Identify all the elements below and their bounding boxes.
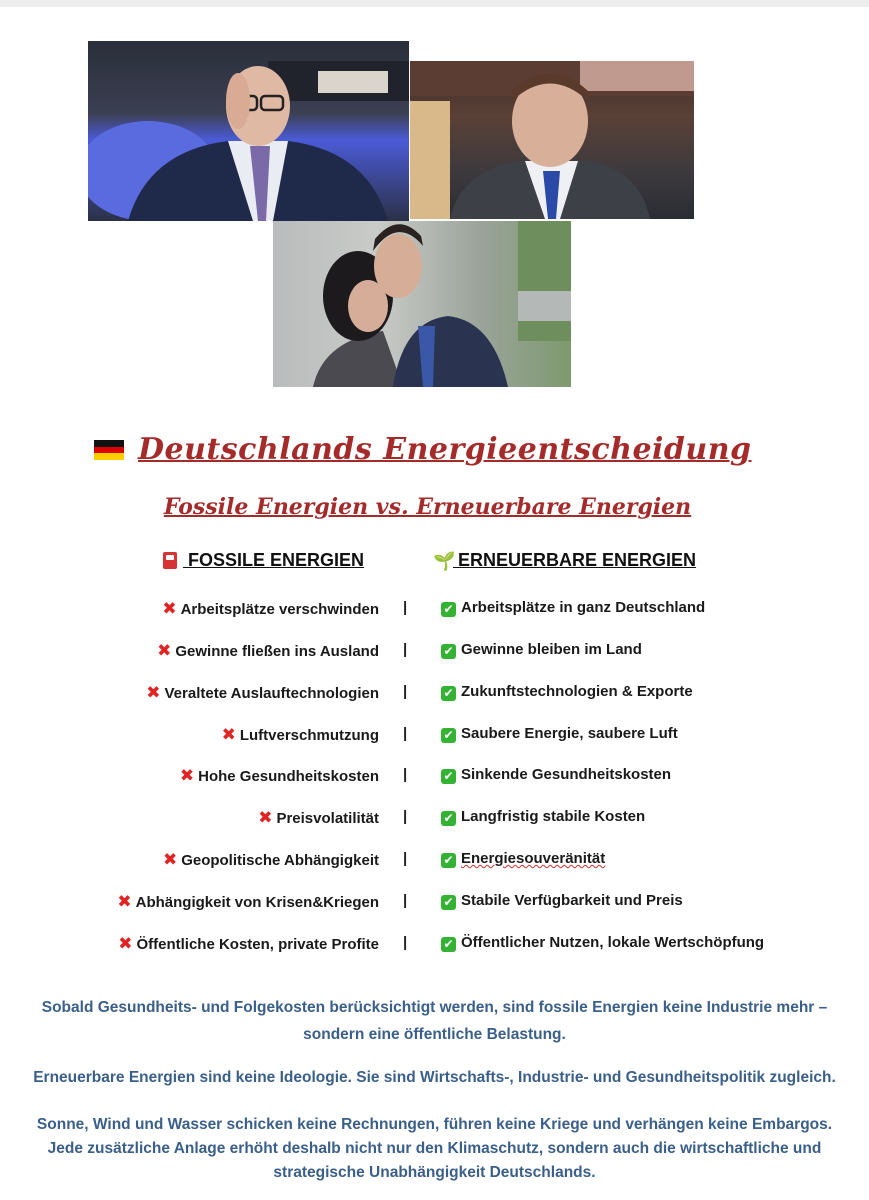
separator: |: [403, 766, 408, 783]
fossil-point: Gewinne fließen ins Ausland: [175, 643, 379, 660]
fossil-point: Arbeitsplätze verschwinden: [180, 601, 379, 618]
renewable-point: Arbeitsplätze in ganz Deutschland: [461, 599, 706, 616]
paragraph-line: Jede zusätzliche Anlage erhöht deshalb nicht nur den Klimaschutz, sondern auch die wirtschaftliche und: [47, 1140, 822, 1157]
comparison-row: [0, 934, 869, 958]
check-icon: ✔: [441, 728, 456, 743]
comparison-row: [0, 641, 869, 665]
fossil-point: Geopolitische Abhängigkeit: [181, 852, 379, 869]
fossil-point: Hohe Gesundheitskosten: [198, 768, 379, 785]
separator: |: [403, 683, 408, 700]
separator: |: [403, 599, 408, 616]
separator: |: [403, 641, 408, 658]
fuel-pump-icon: [163, 552, 177, 569]
photo-man-glasses: [88, 41, 409, 221]
cross-icon: ✖: [157, 641, 172, 660]
photo-man-suit: [410, 61, 694, 219]
renewable-point: Gewinne bleiben im Land: [461, 641, 642, 658]
renewable-point: Sinkende Gesundheitskosten: [461, 766, 672, 783]
cross-icon: ✖: [117, 892, 132, 911]
comparison-row: [0, 766, 869, 790]
check-icon: ✔: [441, 686, 456, 701]
column-header-renewable-label: ERNEUERBARE ENERGIEN: [458, 550, 697, 570]
cross-icon: ✖: [258, 808, 273, 827]
paragraph-policy: [0, 1066, 869, 1090]
check-icon: ✔: [441, 602, 456, 617]
cross-icon: ✖: [118, 934, 133, 953]
comparison-row: [0, 599, 869, 623]
comparison-row: [0, 725, 869, 749]
paragraph-line: Sonne, Wind und Wasser schicken keine Rechnungen, führen keine Kriege und verhängen keine Embargos.: [36, 1116, 833, 1133]
renewable-point: Zukunftstechnologien & Exporte: [461, 683, 693, 700]
check-icon: ✔: [441, 895, 456, 910]
separator: |: [403, 725, 408, 742]
paragraph-costs: [0, 996, 869, 1047]
check-icon: ✔: [441, 811, 456, 826]
comparison-row: [0, 808, 869, 832]
fossil-point: Luftverschmutzung: [239, 727, 379, 744]
seedling-icon: 🌱: [433, 550, 456, 571]
top-divider: [0, 0, 869, 7]
fossil-point: Abhängigkeit von Krisen&Kriegen: [135, 894, 379, 911]
check-icon: ✔: [441, 937, 456, 952]
renewable-point: Öffentlicher Nutzen, lokale Wertschöpfung: [461, 934, 765, 951]
paragraph-independence: [0, 1113, 869, 1185]
renewable-point: Langfristig stabile Kosten: [461, 808, 646, 825]
paragraph-line: Sobald Gesundheits- und Folgekosten berücksichtigt werden, sind fossile Energien keine Industrie mehr –: [41, 999, 828, 1016]
paragraph-line: sondern eine öffentliche Belastung.: [303, 1026, 566, 1043]
column-header-fossil-label: FOSSILE ENERGIEN: [188, 550, 365, 570]
cross-icon: ✖: [221, 725, 236, 744]
page-subtitle: Fossile Energien vs. Erneuerbare Energien: [163, 494, 692, 520]
comparison-row: [0, 892, 869, 916]
cross-icon: ✖: [179, 766, 195, 785]
check-icon: ✔: [441, 644, 456, 659]
fossil-point: Preisvolatilität: [276, 810, 379, 827]
cross-icon: ✖: [146, 683, 161, 702]
column-header-renewable: [433, 550, 696, 576]
comparison-row: [0, 683, 869, 707]
fossil-point: Öffentliche Kosten, private Profite: [136, 936, 379, 953]
photo-couple: [273, 221, 571, 387]
separator: |: [403, 808, 408, 825]
renewable-point: Energiesouveränität: [461, 850, 606, 867]
paragraph-line: Erneuerbare Energien sind keine Ideologie. Sie sind Wirtschafts-, Industrie- und Gesundheitspolitik zugleich.: [33, 1069, 836, 1086]
separator: |: [403, 850, 408, 867]
check-icon: ✔: [441, 769, 456, 784]
germany-flag-icon: [94, 440, 124, 460]
cross-icon: ✖: [162, 850, 178, 869]
cross-icon: ✖: [162, 599, 177, 618]
comparison-row: [0, 850, 869, 874]
page-title: Deutschlands Energieentscheidung: [138, 432, 752, 467]
title-row: [0, 428, 869, 474]
fossil-point: Veraltete Auslauftechnologien: [164, 685, 379, 702]
renewable-point: Stabile Verfügbarkeit und Preis: [461, 892, 683, 909]
separator: |: [403, 892, 408, 909]
paragraph-line: strategische Unabhängigkeit Deutschlands.: [273, 1164, 596, 1181]
column-header-fossil: [163, 550, 364, 576]
check-icon: ✔: [441, 853, 456, 868]
renewable-point: Saubere Energie, saubere Luft: [461, 725, 678, 742]
separator: |: [403, 934, 408, 951]
